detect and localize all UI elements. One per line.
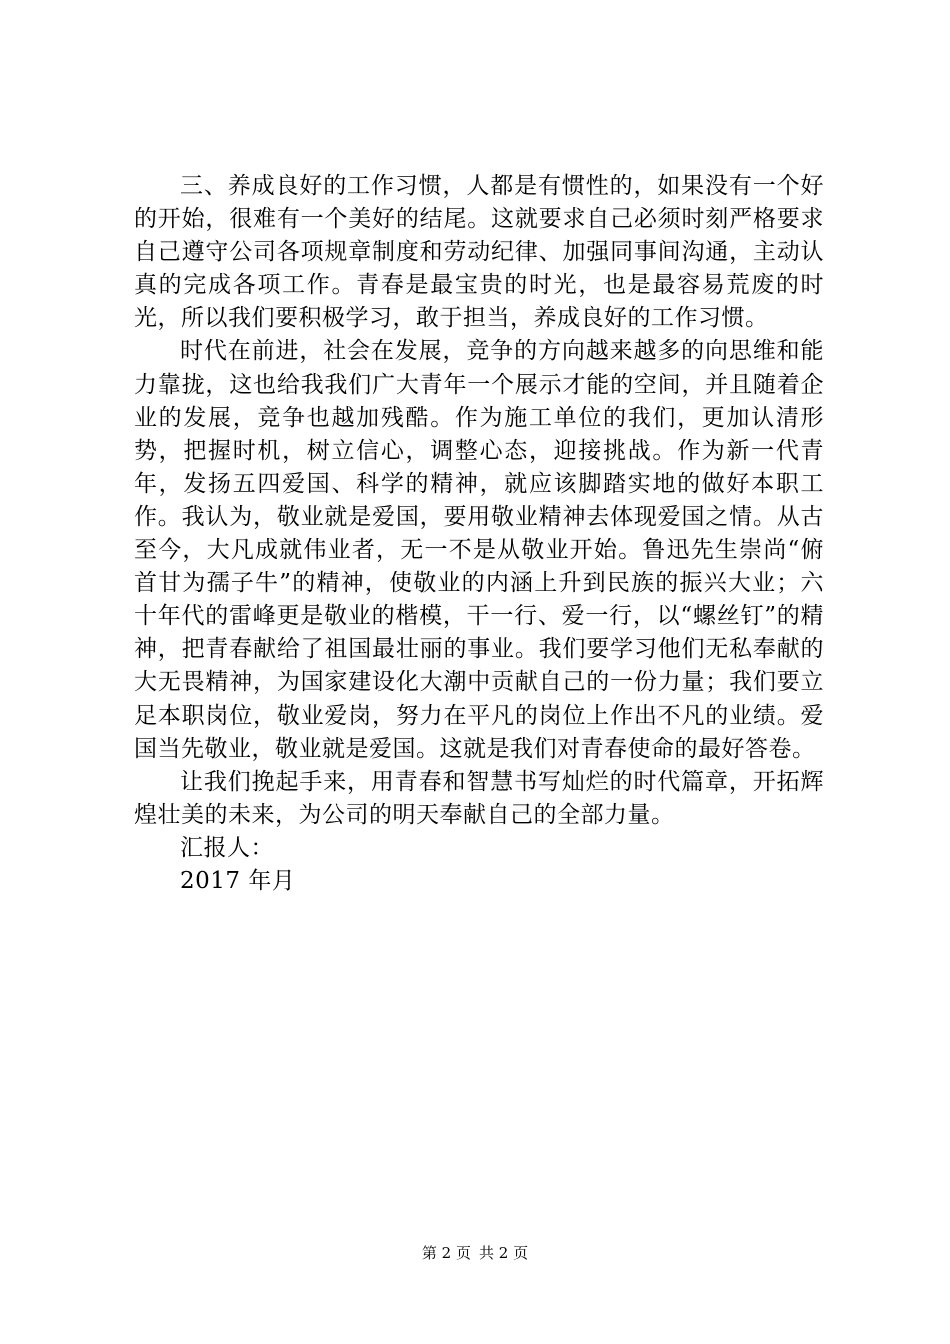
document-body [134,170,824,898]
paragraph-closing: 让我们挽起手来，用青春和智慧书写灿烂的时代篇章，开拓辉煌壮美的未来，为公司的明天奉献自己的全部力量。 [134,768,824,828]
report-date: 2017 年月 [180,867,296,894]
page-number: 第 2 页 [421,1244,471,1262]
paragraph-patriotism-dedication: 时代在前进，社会在发展，竞争的方向越来越多的向思维和能力靠拢，这也给我我们广大青年一个展示才能的空间，并且随着企业的发展，竞争也越加残酷。作为施工单位的我们，更加认清形势，把握时机，树立信心，调整心态，迎接挑战。作为新一代青年，发扬五四爱国、科学的精神，就应该脚踏实地的做好本职工作。我认为，敬业就是爱国，要用敬业精神去体现爱国之情。从古至今，大凡成就伟业者，无一不是从敬业开始。鲁迅先生崇尚“俯首甘为孺子牛”的精神，使敬业的内涵上升到民族的振兴大业；六十年代的雷峰更是敬业的楷模，干一行、爱一行，以“螺丝钉”的精神，把青春献给了祖国最壮丽的事业。我们要学习他们无私奉献的大无畏精神，为国家建设化大潮中贡献自己的一份力量；我们要立足本职岗位，敬业爱岗，努力在平凡的岗位上作出不凡的业绩。爱国当先敬业，敬业就是爱国。这就是我们对青春使命的最好答卷。 [134,338,824,762]
page-footer [0,1243,950,1263]
page-total: 共 2 页 [479,1244,529,1262]
reporter-label: 汇报人： [180,834,274,861]
paragraph-work-habits: 三、养成良好的工作习惯，人都是有惯性的，如果没有一个好的开始，很难有一个美好的结尾。这就要求自己必须时刻严格要求自己遵守公司各项规章制度和劳动纪律、加强同事间沟通，主动认真的完成各项工作。青春是最宝贵的时光，也是最容易荒废的时光，所以我们要积极学习，敢于担当，养成良好的工作习惯。 [134,173,824,332]
